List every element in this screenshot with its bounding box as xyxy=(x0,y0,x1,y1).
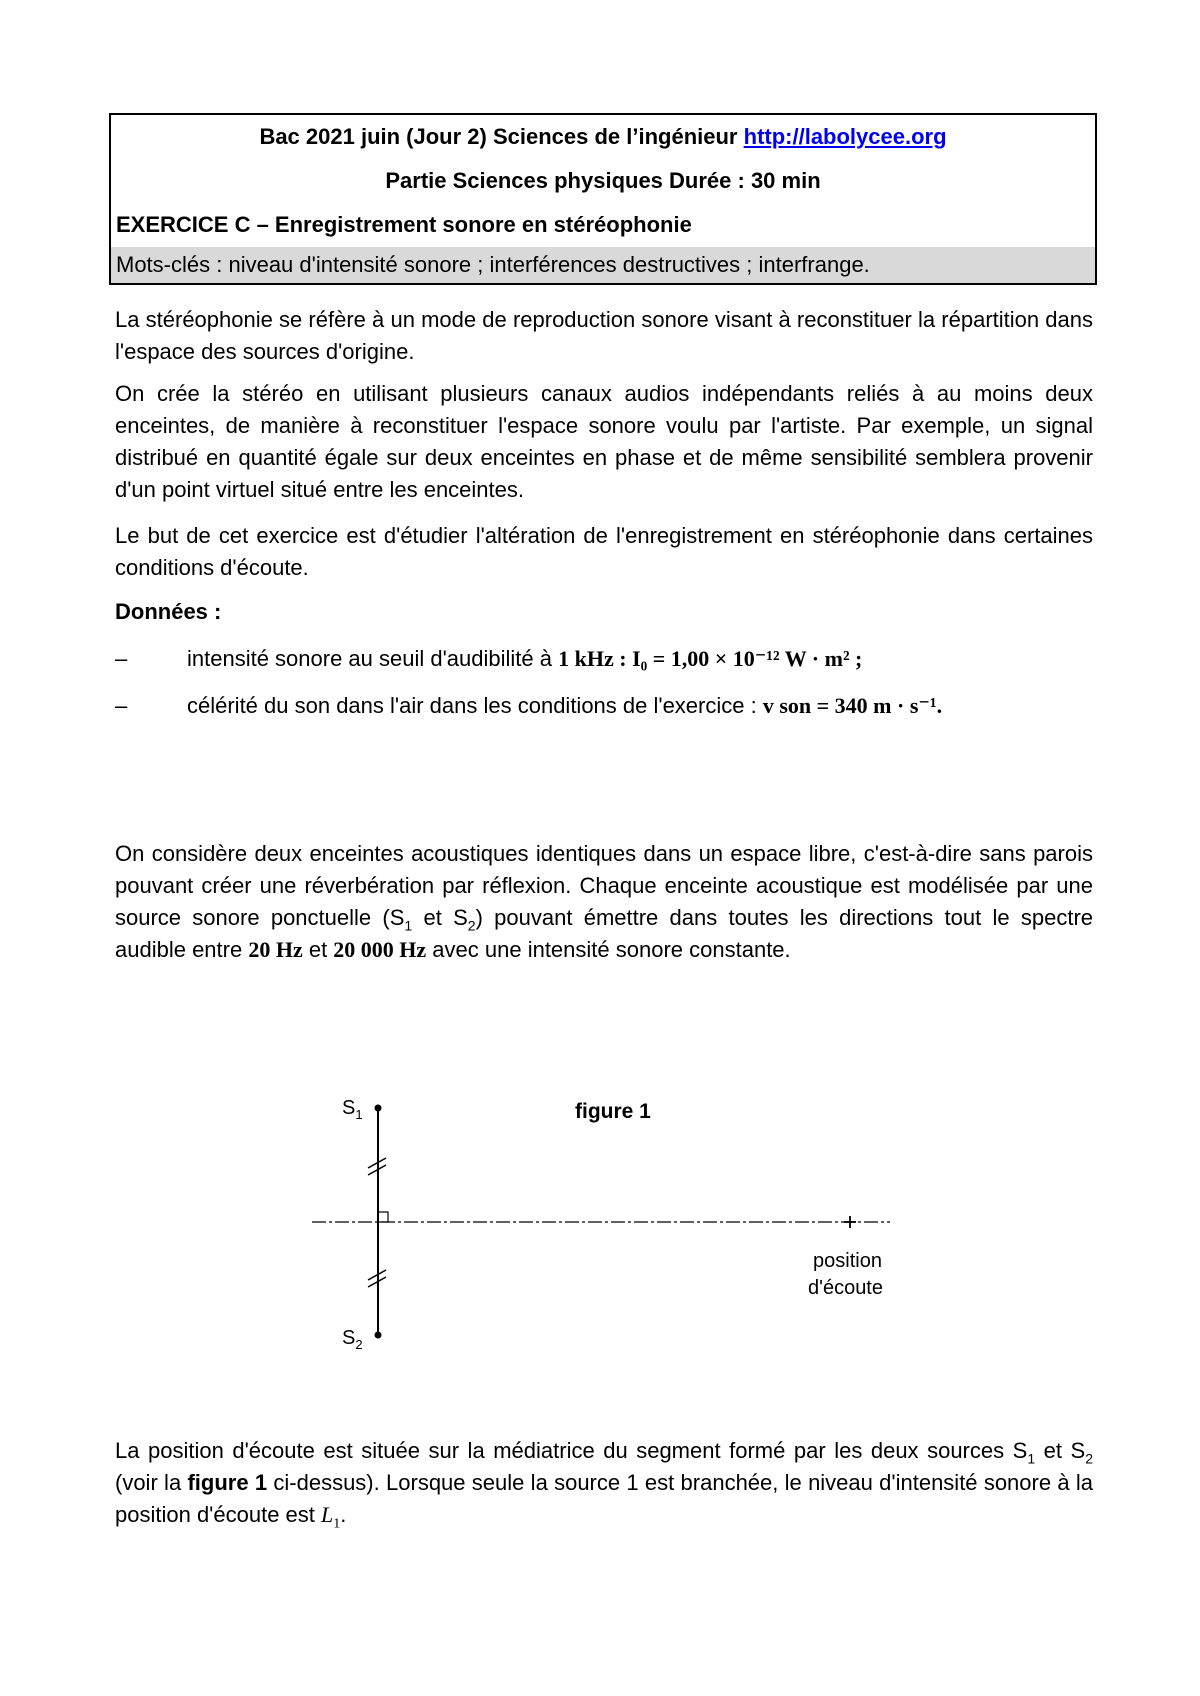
right-angle-mark xyxy=(378,1212,388,1222)
keywords-row: Mots-clés : niveau d'intensité sonore ; interférences destructives ; interfrange. xyxy=(111,247,1095,283)
figure-1-diagram xyxy=(300,1080,920,1360)
position-label-line1: position xyxy=(813,1250,882,1272)
source-s2-dot xyxy=(375,1332,382,1339)
figure-title: figure 1 xyxy=(575,1100,651,1123)
exercise-title: EXERCICE C – Enregistrement sonore en stéréophonie xyxy=(116,212,692,237)
bullet-text: intensité sonore au seuil d'audibilité à xyxy=(187,646,559,671)
label-s1: $S_1$ xyxy=(342,1097,363,1122)
source-s1-dot xyxy=(375,1105,382,1112)
data-bullet-intensity xyxy=(115,643,1093,675)
data-heading: Données : xyxy=(115,599,222,624)
bullet-dash: – xyxy=(115,646,128,671)
paragraph-sources: On considère deux enceintes acoustiques identiques dans un espace libre, c'est-à-dire sans parois pouvant créer une réverbération par réflexion. Chaque enceinte acoustique est modélisée par une source sonore ponctuelle ($S_1$ et $S_2$) pouvant émettre dans toutes les directions tout le spectre audible entre 20 Hz et 20 000 Hz avec une intensité sonore constante. xyxy=(115,841,1094,962)
label-s2: $S_2$ xyxy=(342,1327,363,1352)
header-title-row xyxy=(111,115,1095,159)
header-subtitle: Partie Sciences physiques Durée : 30 min xyxy=(385,168,821,193)
data-bullet-speed xyxy=(115,690,1093,722)
bullet-math: 1 kHz : I₀ = 1,00 × 10⁻¹² W · m² ; xyxy=(558,646,863,671)
bullet-math: v son = 340 m · s⁻¹. xyxy=(762,693,943,718)
paragraph-stereo: On crée la stéréo en utilisant plusieurs canaux audios indépendants reliés à au moins deux enceintes, de manière à reconstituer l'espace sonore voulu par l'artiste. Par exemple, un signal distribué en quantité égale sur deux enceintes en phase et de même sensibilité semblera provenir d'un point virtuel situé entre les enceintes. xyxy=(115,381,1093,502)
listening-position-marker xyxy=(844,1216,856,1228)
paragraph-intro: La stéréophonie se réfère à un mode de reproduction sonore visant à reconstituer la répartition dans l'espace des sources d'origine. xyxy=(115,307,1093,364)
paragraph-listening: La position d'écoute est située sur la médiatrice du segment formé par les deux sources $S_1$ et $S_2$ (voir la figure 1 ci-dessus). Lorsque seule la source 1 est branchée, le niveau d'intensité sonore à la position d'écoute est $L_1$. xyxy=(115,1438,1094,1532)
bullet-dash: – xyxy=(115,693,128,718)
position-label-line2: d'écoute xyxy=(808,1277,883,1299)
header-title: Bac 2021 juin (Jour 2) Sciences de l’ingénieur xyxy=(259,124,738,149)
site-link[interactable]: http://labolycee.org xyxy=(743,124,947,149)
bullet-text: célérité du son dans l'air dans les conditions de l'exercice : xyxy=(187,693,763,718)
paragraph-goal: Le but de cet exercice est d'étudier l'altération de l'enregistrement en stéréophonie dans certaines conditions d'écoute. xyxy=(115,523,1093,580)
header-box xyxy=(109,113,1097,285)
